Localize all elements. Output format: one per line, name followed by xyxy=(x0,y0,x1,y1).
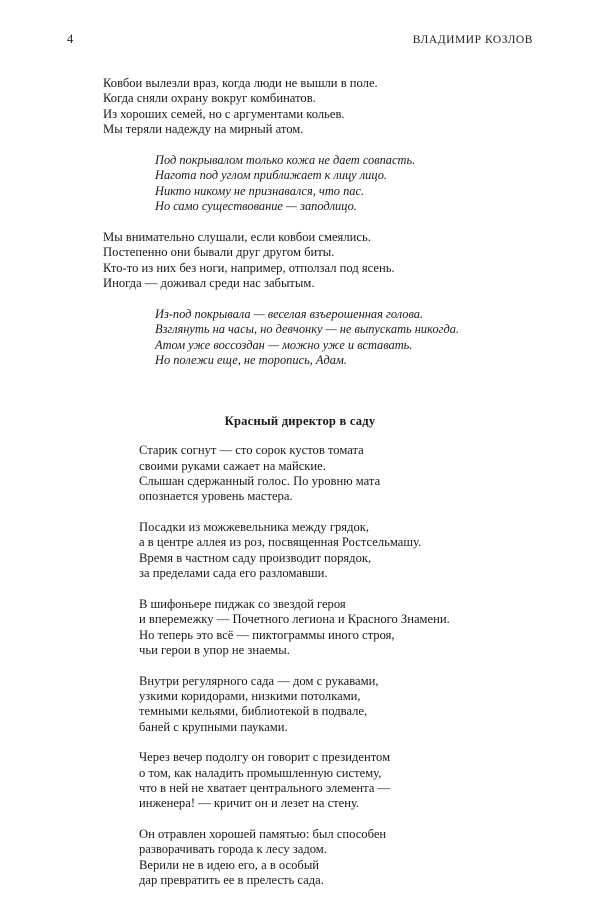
stanza xyxy=(139,827,600,888)
poem-line: Из-под покрывала — веселая взъерошенная голова. xyxy=(155,306,424,321)
stanza-spacer xyxy=(0,214,600,230)
poem-line: Мы внимательно слушали, если ковбои смеялись. xyxy=(103,229,371,244)
stanza xyxy=(155,307,600,368)
stanza xyxy=(139,674,600,735)
poem-line: Когда сняли охрану вокруг комбинатов. xyxy=(103,91,316,106)
poem-line: опознается уровень мастера. xyxy=(139,489,293,504)
poem-line: баней с крупными пауками. xyxy=(139,719,288,734)
poem-line: Посадки из можжевельника между грядок, xyxy=(139,520,370,535)
poem-two xyxy=(0,413,600,888)
title-spacer-bottom xyxy=(0,429,600,443)
poem-line: о том, как наладить промышленную систему, xyxy=(139,765,382,780)
poem-line: что в ней не хватает центрального элемента — xyxy=(139,781,391,796)
poem-line: Старик согнут — сто сорок кустов томата xyxy=(139,443,364,458)
stanza-spacer xyxy=(0,137,600,153)
poem-line: Постепенно они бывали друг другом биты. xyxy=(103,245,335,260)
poem-line: Мы теряли надежду на мирный атом. xyxy=(103,122,304,137)
poem-line: Время в частном саду производит порядок, xyxy=(139,550,372,565)
poem-line: Из хороших семей, но с аргументами кольев. xyxy=(103,106,345,121)
poem-line: Ковбои вылезли враз, когда люди не вышли в поле. xyxy=(103,76,378,90)
stanza xyxy=(139,443,600,504)
poem-line: Но полежи еще, не торопись, Адам. xyxy=(155,352,347,367)
poem-line: Иногда — доживал среди нас забытым. xyxy=(103,275,315,290)
stanza xyxy=(155,153,600,214)
running-head xyxy=(67,31,533,47)
poem-line: а в центре аллея из роз, посвященная Ростсельмашу. xyxy=(139,535,422,550)
stanza-spacer xyxy=(0,505,600,520)
page-number: 4 xyxy=(67,32,74,46)
poem-line: темными кельями, библиотекой в подвале, xyxy=(139,704,368,719)
poem-line: Через вечер подолгу он говорит с президентом xyxy=(139,750,391,765)
poem-line: своими руками сажает на майские. xyxy=(139,458,326,473)
page-content xyxy=(0,76,600,888)
stanza xyxy=(103,230,600,291)
poem-line: Внутри регулярного сада — дом с рукавами, xyxy=(139,673,379,688)
poem-line: Взглянуть на часы, но девчонку — не выпускать никогда. xyxy=(155,322,460,337)
poem-one xyxy=(0,76,600,368)
poem-line: Слышан сдержанный голос. По уровню мата xyxy=(139,473,381,488)
poem-line: Под покрывалом только кожа не дает совпасть. xyxy=(155,152,416,167)
poem-line: и вперемежку — Почетного легиона и Красного Знамени. xyxy=(139,612,450,627)
poem-line: разворачивать города к лесу задом. xyxy=(139,842,327,857)
poem-line: Нагота под углом приближает к лицу лицо. xyxy=(155,168,388,183)
poem-line: Кто-то из них без ноги, например, отползал под ясень. xyxy=(103,260,395,275)
running-head-author: ВЛАДИМИР КОЗЛОВ xyxy=(412,34,533,46)
poem-line: Но само существование — заподлицо. xyxy=(155,199,357,213)
poem-line: Никто никому не признавался, что пас. xyxy=(155,183,365,198)
poem-line: Но теперь это всё — пиктограммы иного строя, xyxy=(139,627,395,642)
poem-line: узкими коридорами, низкими потолками, xyxy=(139,688,361,703)
stanza xyxy=(103,76,600,137)
stanza xyxy=(139,597,600,658)
poem-line: Он отравлен хорошей памятью: был способен xyxy=(139,827,387,842)
stanza-spacer xyxy=(0,812,600,827)
poem-line: дар превратить ее в прелесть сада. xyxy=(139,873,324,888)
stanza-spacer xyxy=(0,291,600,307)
poem-line: инженера! — кричит он и лезет на стену. xyxy=(139,796,360,811)
poem-line: за пределами сада его разломавши. xyxy=(139,566,328,581)
poem-line: В шифоньере пиджак со звездой героя xyxy=(139,596,346,611)
poem-line: чьи герои в упор не знаемы. xyxy=(139,642,290,657)
stanza-spacer xyxy=(0,658,600,673)
poem-title: Красный директор в саду xyxy=(224,414,376,429)
poem-line: Верили не в идею его, а в особый xyxy=(139,857,320,872)
stanza xyxy=(139,520,600,581)
poem-line: Атом уже воссоздан — можно уже и вставать. xyxy=(155,337,413,352)
stanza-spacer xyxy=(0,735,600,750)
stanza xyxy=(139,750,600,811)
title-spacer-top xyxy=(0,368,600,413)
stanza-spacer xyxy=(0,581,600,596)
